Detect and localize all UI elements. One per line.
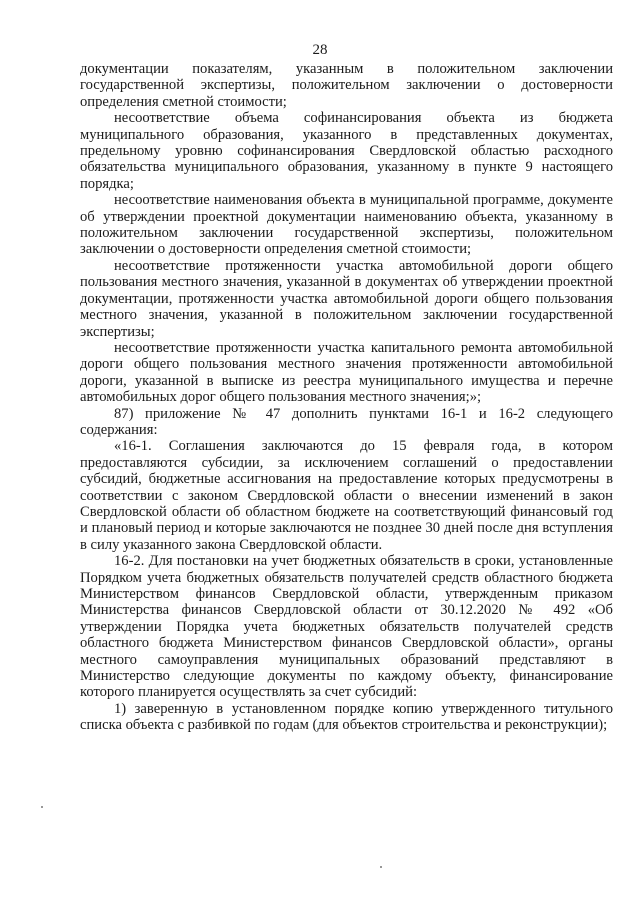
paragraph-clause-16-2: 16-2. Для постановки на учет бюджетных обязательств в сроки, установленные Порядком учета бюджетных обязательств получателей средств областного бюджета Министерством финансов Свердловской области, утвержденным приказом Министерства финансов Свердловской области от 30.12.2020 № 492 «Об утверждении Порядка учета бюджетных обязательств получателей средств областного бюджета Министерством финансов Свердловской области», органы местного самоуправления муниципальных образований представляют в Министерство следующие документы по каждому объекту, финансирование которого планируется осуществлять за счет субсидий:: [80, 553, 613, 701]
body-text: [80, 61, 613, 734]
paragraph-subitem-1: 1) заверенную в установленном порядке копию утвержденного титульного списка объекта с разбивкой по годам (для объектов строительства и реконструкции);: [80, 700, 613, 734]
paragraph-item-87: 87) приложение № 47 дополнить пунктами 16-1 и 16-2 следующего содержания:: [80, 405, 613, 438]
scan-speck: [380, 866, 382, 868]
scan-speck: [41, 806, 43, 808]
paragraph-cofinancing-mismatch: несоответствие объема софинансирования объекта из бюджета муниципального образования, указанного в представленных документах, предельному уровню софинансирования Свердловской областью расходного обязательства муниципального образования, указанному в пункте 9 настоящего порядка;: [80, 110, 613, 192]
paragraph-repair-length-mismatch: несоответствие протяженности участка капитального ремонта автомобильной дороги общего пользования местного значения протяженности автомобильной дороги, указанной в выписке из реестра муниципального имущества и перечне автомобильных дорог общего пользования местного значения;»;: [80, 339, 613, 406]
paragraph-road-length-mismatch: несоответствие протяженности участка автомобильной дороги общего пользования местного значения, указанной в документах об утверждении проектной документации, протяженности участка автомобильной дороги общего пользования местного значения, указанной в положительном заключении государственной экспертизы;: [80, 257, 613, 340]
paragraph-object-name-mismatch: несоответствие наименования объекта в муниципальной программе, документе об утверждении проектной документации наименованию объекта, указанному в положительном заключении государственной экспертизы, положительном заключении о достоверности определения сметной стоимости;: [80, 192, 613, 258]
page-number: 28: [312, 42, 328, 58]
paragraph-clause-16-1: «16-1. Соглашения заключаются до 15 февраля года, в котором предоставляются субсидии, за исключением соглашений о предоставлении субсидий, бюджетные ассигнования на предоставление которых предусмотрены в соответствии с законом Свердловской области о внесении изменений в закон Свердловской области об областном бюджете на соответствующий финансовый год и плановый период и которые заключаются не позднее 30 дней после дня вступления в силу указанного закона Свердловской области.: [80, 438, 613, 553]
paragraph-continuation: документации показателям, указанным в положительном заключении государственной экспертизы, положительном заключении о достоверности определения сметной стоимости;: [80, 61, 613, 110]
